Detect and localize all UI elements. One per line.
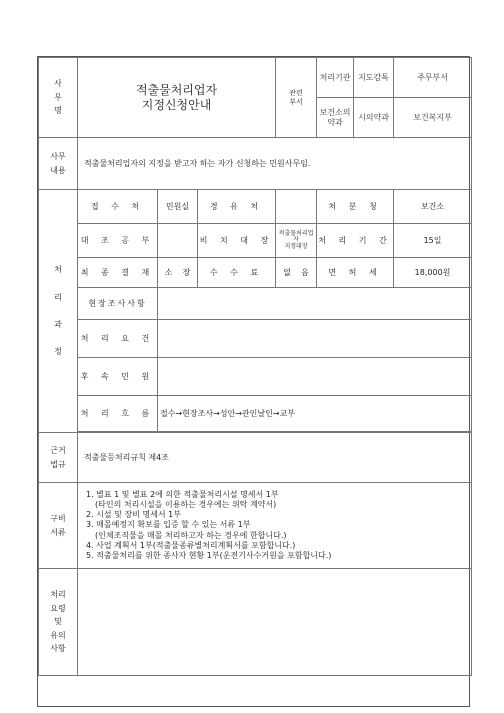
dept-head-3: 주무부서 bbox=[394, 58, 472, 98]
license-tax-value: 18,000원 bbox=[394, 258, 472, 288]
title-line1: 적출물처리업자 bbox=[135, 82, 218, 97]
notes-label: 처리 요령 및 유의 사항 bbox=[39, 569, 78, 676]
requirements-value bbox=[158, 320, 472, 358]
dept-value-3: 보건복지부 bbox=[394, 98, 472, 138]
document-item: (인체조직물을 매몰 처리하고자 하는 경우에 한합니다.) bbox=[95, 530, 287, 540]
page-title bbox=[78, 58, 276, 138]
follow-up-label: 후 속 민 원 bbox=[78, 358, 158, 396]
content-label: 사무 내용 bbox=[39, 138, 78, 190]
document-item: 3. 매몰예정지 확보를 입증 할 수 있는 서류 1부 bbox=[86, 520, 251, 530]
handle-label: 처 분 청 bbox=[317, 190, 394, 224]
process-label: 처 리 과 정 bbox=[39, 190, 78, 433]
final-approval-value: 소 장 bbox=[158, 258, 198, 288]
dept-head-2: 지도감독 bbox=[354, 58, 394, 98]
flow-value: 접수→현장조사→성안→관인날인→교부 bbox=[158, 396, 472, 432]
flow-label: 처 리 흐 름 bbox=[78, 396, 158, 432]
final-approval-label: 최 종 결 재 bbox=[78, 258, 158, 288]
handle-value: 보건소 bbox=[394, 190, 472, 224]
license-tax-label: 면 허 세 bbox=[317, 258, 394, 288]
document-item: 2. 시설 및 장비 명세서 1부 bbox=[86, 510, 181, 520]
document-item: 1. 별표 1 및 별표 2에 의한 적출물처리시설 명세서 1부 bbox=[86, 489, 279, 499]
ledger-label: 비 치 대 장 bbox=[198, 224, 276, 258]
public-ledger-label: 대 조 공 부 bbox=[78, 224, 158, 258]
period-value: 15일 bbox=[394, 224, 472, 258]
title-line2: 지정신청안내 bbox=[141, 97, 212, 112]
guide-table bbox=[38, 57, 472, 676]
fee-label: 수 수 료 bbox=[198, 258, 276, 288]
public-ledger-value bbox=[158, 224, 198, 258]
content-text: 적출물처리업자의 지정을 받고자 하는 자가 신청하는 민원사무임. bbox=[78, 138, 472, 190]
dept-head-1: 처리기관 bbox=[317, 58, 354, 98]
dept-value-2: 시의약과 bbox=[354, 98, 394, 138]
fee-value: 없 음 bbox=[276, 258, 317, 288]
documents-list bbox=[78, 483, 472, 569]
office-label: 사 무 명 bbox=[39, 58, 78, 138]
period-label: 처 리 기 간 bbox=[317, 224, 394, 258]
via-label: 경 유 처 bbox=[198, 190, 276, 224]
site-survey-value bbox=[158, 288, 472, 320]
follow-up-value bbox=[158, 358, 472, 396]
form-sheet bbox=[37, 56, 470, 707]
receive-value: 민원실 bbox=[158, 190, 198, 224]
receive-label: 접 수 처 bbox=[78, 190, 158, 224]
document-item: 5. 적출물처리를 위한 종사자 현황 1부(운전기사수거원을 포함합니다.) bbox=[86, 551, 332, 561]
ledger-value: 적출물처리업자 지정대장 bbox=[276, 224, 317, 258]
requirements-label: 처 리 요 건 bbox=[78, 320, 158, 358]
dept-value-1: 보건소의약과 bbox=[317, 98, 354, 138]
document-item: (타인의 처리시설을 이용하는 경우에는 위탁 계약서) bbox=[95, 499, 277, 509]
notes-text bbox=[78, 569, 472, 676]
basis-text: 적출물등처리규칙 제4조 bbox=[78, 433, 472, 483]
related-dept-label: 관련 부서 bbox=[276, 58, 317, 138]
document-item: 4. 사업 계획서 1부(적출물종류별처리계획서를 포함합니다.) bbox=[86, 540, 296, 550]
basis-label: 근거 법규 bbox=[39, 433, 78, 483]
via-value bbox=[276, 190, 317, 224]
site-survey-label: 현장조사사항 bbox=[78, 288, 158, 320]
documents-label: 구비 서류 bbox=[39, 483, 78, 569]
